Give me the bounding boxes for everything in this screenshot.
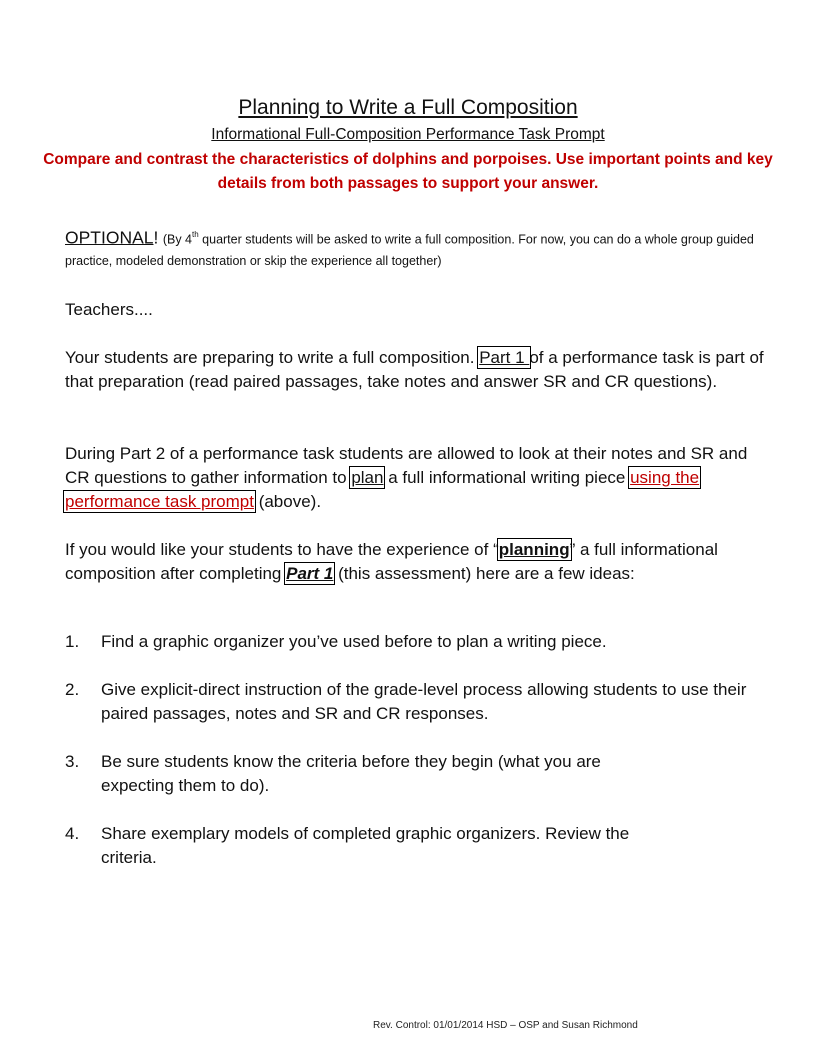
- list-item-text: Be sure students know the criteria before they begin (what you are expecting them to do).: [101, 752, 601, 795]
- list-item-number: 2.: [65, 680, 80, 699]
- optional-label: OPTIONAL: [65, 227, 154, 248]
- list-item: [65, 822, 775, 870]
- plan-highlight: plan: [351, 468, 384, 487]
- list-item: [65, 750, 775, 798]
- page-subtitle: Informational Full-Composition Performance Task Prompt: [211, 126, 605, 143]
- planning-highlight: planning: [498, 540, 570, 559]
- list-item-text: Give explicit-direct instruction of the grade-level process allowing students to use their paired passages, notes and SR and CR responses.: [101, 680, 747, 723]
- paragraph-3-b: ” a full informational composition after completing: [65, 540, 718, 583]
- list-item: [65, 630, 775, 654]
- optional-exclaim: !: [153, 227, 159, 248]
- ideas-list: [65, 630, 775, 894]
- part1-emphasis: Part 1: [286, 564, 334, 583]
- list-item: [65, 678, 775, 726]
- paragraph-3: [65, 538, 755, 586]
- task-prompt: Compare and contrast the characteristics of dolphins and porpoises. Use important points and key details from both passages to support your answer.: [43, 151, 773, 192]
- list-item-text: Share exemplary models of completed graphic organizers. Review the criteria.: [101, 824, 630, 867]
- greeting: Teachers....: [65, 300, 153, 319]
- page-title: Planning to Write a Full Composition: [238, 96, 578, 119]
- list-item-number: 4.: [65, 824, 80, 843]
- paragraph-2-b: a full informational writing piece: [383, 468, 631, 487]
- paragraph-1: [65, 346, 775, 394]
- optional-note-b: quarter students will be asked to write a full composition. For now, you can do a whole group guided practice, modeled demonstration or skip the experience all together): [65, 232, 754, 269]
- paragraph-1-a: Your students are preparing to write a full composition.: [65, 348, 480, 367]
- list-item-text: Find a graphic organizer you’ve used before to plan a writing piece.: [101, 632, 607, 651]
- optional-note-a: (By 4: [162, 232, 193, 247]
- paragraph-3-c: (this assessment) here are a few ideas:: [333, 564, 635, 583]
- optional-note-sup: th: [192, 230, 199, 239]
- part1-highlight: Part 1: [479, 348, 530, 367]
- paragraph-1-b: of a performance task is part of that preparation (read paired passages, take notes and answer SR and CR questions).: [65, 348, 764, 391]
- paragraph-3-a: If you would like your students to have the experience of “: [65, 540, 499, 559]
- revision-footer: Rev. Control: 01/01/2014 HSD – OSP and Susan Richmond: [373, 1020, 638, 1031]
- paragraph-2-a: During Part 2 of a performance task students are allowed to look at their notes and SR and CR questions to gather information to: [65, 444, 748, 487]
- list-item-number: 3.: [65, 752, 80, 771]
- paragraph-2-c: (above).: [253, 492, 322, 511]
- prompt-reference: using the performance task prompt: [65, 468, 700, 511]
- optional-note: [65, 224, 775, 272]
- paragraph-2: [65, 442, 775, 514]
- list-item-number: 1.: [65, 632, 80, 651]
